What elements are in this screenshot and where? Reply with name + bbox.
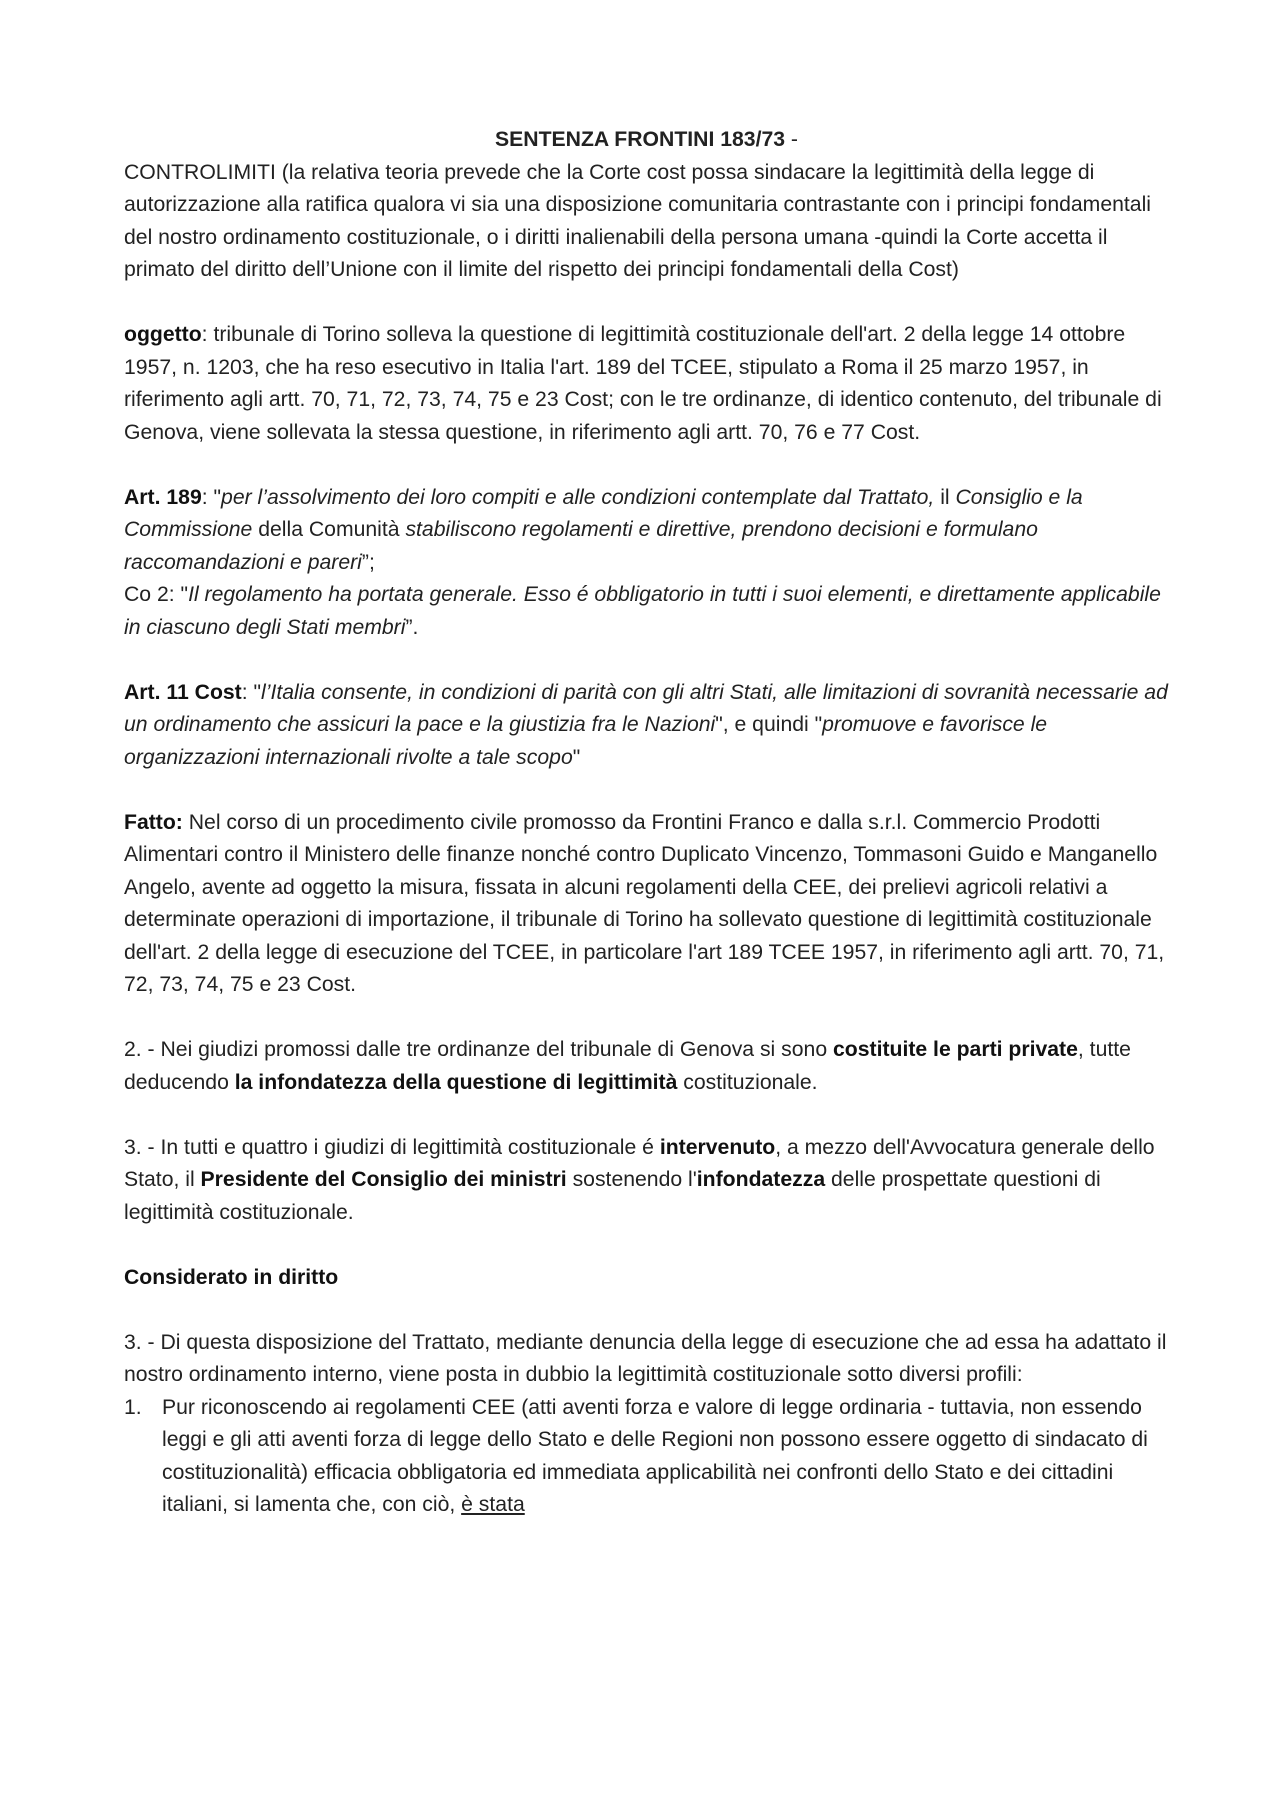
- oggetto-text: : tribunale di Torino solleva la questione di legittimità costituzionale dell'art. 2 della legge 14 ottobre 1957, n. 1203, che ha reso esecutivo in Italia l'art. 189 del TCEE, stipulato a Roma il 25 marzo 1957, in riferimento agli artt. 70, 71, 72, 73, 74, 75 e 23 Cost; con le tre ordinanze, di identico contenuto, del tribunale di Genova, viene sollevata la stessa questione, in riferimento agli artt. 70, 76 e 77 Cost.: [124, 323, 1162, 444]
- co2-quote: Il regolamento ha portata generale. Esso é obbligatorio in tutti i suoi elementi, e direttamente applicabile in ciascuno degli Stati membri: [124, 583, 1161, 639]
- point3-bold-3: infondatezza: [696, 1168, 826, 1191]
- title-tail: -: [785, 128, 798, 151]
- list-item-text: Pur riconoscendo ai regolamenti CEE (atti aventi forza e valore di legge ordinaria - tuttavia, non essendo leggi e gli atti aventi forza di legge dello Stato e delle Regioni non possono essere oggetto di sindacato di costituzionalità) efficacia obbligatoria ed immediata applicabilità nei confronti dello Stato e dei cittadini italiani, si lamenta che, con ciò,: [162, 1395, 1148, 1516]
- art189-text-3: della Comunità: [252, 518, 406, 541]
- point3-bold-1: intervenuto: [659, 1135, 776, 1159]
- point2-bold-1: costituite le parti private: [833, 1038, 1078, 1061]
- co2-suffix: ”.: [405, 615, 419, 639]
- point-2-paragraph: [124, 1034, 1169, 1099]
- art189-quote-3: stabiliscono regolamenti e direttive, prendono decisioni e formulano raccomandazioni e pareri: [124, 518, 1038, 574]
- art189-text-1: : ": [201, 485, 222, 509]
- art11-text-3: ": [572, 745, 581, 769]
- art189-co2: [124, 579, 1169, 644]
- art11-quote-2: promuove e favorisce le organizzazioni internazionali rivolte a tale scopo: [124, 713, 1048, 769]
- list-item-underlined: è stata: [461, 1493, 525, 1516]
- oggetto-label: oggetto: [124, 323, 202, 346]
- oggetto-paragraph: [124, 319, 1169, 449]
- point3-bold-2: Presidente del Consiglio dei ministri: [200, 1168, 567, 1191]
- art11-quote-1: l’Italia consente, in condizioni di parità con gli altri Stati, alle limitazioni di sovranità necessarie ad un ordinamento che assicuri la pace e la giustizia fra le Nazioni: [124, 680, 1168, 736]
- point-3-paragraph: [124, 1132, 1169, 1230]
- art11-paragraph: [124, 677, 1169, 775]
- profiles-list: [124, 1392, 1169, 1522]
- document-page: [124, 124, 1169, 1522]
- art189-paragraph: [124, 482, 1169, 580]
- point2-text-3: costituzionale.: [677, 1070, 818, 1094]
- art189-quote-2: Consiglio e la Commissione: [124, 485, 1083, 541]
- fatto-label: Fatto:: [124, 810, 183, 834]
- art189-text-2: il: [934, 485, 956, 509]
- considerato-heading: Considerato in diritto: [124, 1265, 339, 1289]
- point2-bold-2: la infondatezza della questione di legittimità: [234, 1070, 678, 1094]
- point3-text-4: delle prospettate questioni di legittimità costituzionale.: [124, 1168, 1101, 1224]
- art11-label: Art. 11 Cost: [124, 680, 242, 704]
- fatto-paragraph: [124, 807, 1169, 1002]
- considerato-paragraph: 3. - Di questa disposizione del Trattato, mediante denuncia della legge di esecuzione che ad essa ha adattato il nostro ordinamento interno, viene posta in dubbio la legittimità costituzionale sotto diversi profili:: [124, 1330, 1167, 1386]
- document-title: [124, 124, 1169, 157]
- co2-prefix: Co 2: ": [124, 583, 189, 606]
- list-item: [124, 1392, 1169, 1522]
- fatto-text: Nel corso di un procedimento civile promosso da Frontini Franco e dalla s.r.l. Commercio Prodotti Alimentari contro il Ministero delle finanze nonché contro Duplicato Vincenzo, Tommasoni Guido e Manganello Angelo, avente ad oggetto la misura, fissata in alcuni regolamenti della CEE, dei prelievi agricoli relativi a determinate operazioni di importazione, il tribunale di Torino ha sollevato questione di legittimità costituzionale dell'art. 2 della legge di esecuzione del TCEE, in particolare l'art 189 TCEE 1957, in riferimento agli artt. 70, 71, 72, 73, 74, 75 e 23 Cost.: [124, 810, 1165, 996]
- point2-text-1: 2. - Nei giudizi promossi dalle tre ordinanze del tribunale di Genova si sono: [124, 1038, 833, 1061]
- art11-text-1: : ": [241, 680, 262, 704]
- title-main: SENTENZA FRONTINI 183/73: [495, 128, 786, 151]
- point3-text-2: , a mezzo dell'Avvocatura generale dello Stato, il: [124, 1135, 1155, 1191]
- art189-quote-1: per l’assolvimento dei loro compiti e alle condizioni contemplate dal Trattato,: [221, 485, 935, 509]
- point3-text-3: sostenendo l': [566, 1168, 697, 1191]
- list-item-number: 1.: [124, 1395, 142, 1419]
- point3-text-1: 3. - In tutti e quattro i giudizi di legittimità costituzionale é: [124, 1135, 660, 1159]
- art189-label: Art. 189: [124, 485, 202, 509]
- art11-text-2: ", e quindi ": [715, 713, 823, 736]
- intro-paragraph: CONTROLIMITI (la relativa teoria prevede che la Corte cost possa sindacare la legittimità della legge di autorizzazione alla ratifica qualora vi sia una disposizione comunitaria contrastante con i principi fondamentali del nostro ordinamento costituzionale, o i diritti inalienabili della persona umana -quindi la Corte accetta il primato del diritto dell’Unione con il limite del rispetto dei principi fondamentali della Cost): [124, 160, 1151, 281]
- point2-text-2: , tutte deducendo: [124, 1038, 1131, 1094]
- art189-text-4: ”;: [361, 550, 375, 574]
